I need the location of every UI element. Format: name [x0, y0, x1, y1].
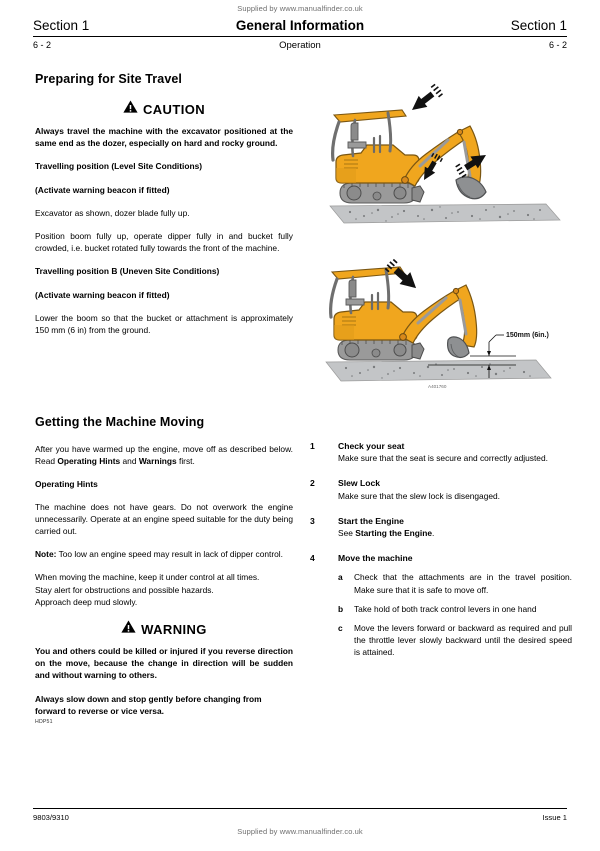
header-page-number-left: 6 - 2: [33, 40, 52, 50]
step-number: 3: [310, 515, 315, 526]
warning-banner: [35, 620, 293, 638]
motion-arrow-boom-up: [408, 83, 444, 116]
paragraph-operating-hints: The machine does not have gears. Do not overwork the engine unnecessarily. Operate at an engine speed suitable for the duty being carried out.: [35, 501, 293, 537]
substep-letter: a: [338, 572, 343, 583]
list-item: [310, 515, 572, 539]
step-text: [338, 527, 572, 539]
track-assembly-level: [340, 183, 424, 203]
step-text: Make sure that the seat is secure and correctly adjusted.: [338, 453, 548, 464]
step-number: 4: [310, 553, 315, 564]
heading-getting-the-machine-moving: Getting the Machine Moving: [35, 415, 205, 429]
paragraph-control-lines: [35, 571, 293, 608]
control-line-1: When moving the machine, keep it under control at all times.: [35, 572, 260, 583]
heading-preparing-for-site-travel: Preparing for Site Travel: [35, 72, 182, 86]
header-section-left: Section 1: [33, 18, 90, 33]
step-text: Make sure that the slew lock is disengaged.: [338, 490, 501, 501]
paragraph-lower-the-boom: Lower the boom so that the bucket or attachment is approximately 150 mm (6 in) from the ground.: [35, 312, 293, 336]
left-column-upper: [35, 72, 293, 347]
caution-label: CAUTION: [142, 101, 206, 117]
control-line-2: Stay alert for obstructions and possible hazards.: [35, 584, 214, 595]
heading-operating-hints: Operating Hints: [35, 479, 98, 490]
substep-letter: c: [338, 623, 343, 634]
supplied-by-watermark-top: Supplied by www.manualfinder.co.uk: [237, 4, 363, 13]
heading-travelling-position-level-line1: Travelling position (Level Site Conditions): [35, 161, 203, 172]
step-heading: Check your seat: [338, 441, 405, 451]
footer-row: [33, 809, 567, 822]
paragraph-position-boom: Position boom fully up, operate dipper fully in and bucket fully crowded, i.e. bucket rotated fully towards the front of the machine.: [35, 231, 293, 254]
substep-letter: b: [338, 603, 344, 614]
document-code: HDP51: [35, 719, 53, 726]
step-heading: Slew Lock: [338, 478, 381, 489]
warning-triangle-icon: [123, 100, 138, 118]
step-heading: Start the Engine: [338, 515, 404, 526]
caution-text: Always travel the machine with the excavator positioned at the same end as the dozer, especially on hard and rocky ground.: [35, 126, 293, 149]
intro-part-3: first.: [176, 456, 195, 467]
header-subtitle: Operation: [279, 40, 321, 51]
paragraph-note-engine-speed: [35, 548, 293, 560]
figure-excavator-uneven-position: [308, 238, 580, 396]
note-text: Too low an engine speed may result in lack of dipper control.: [56, 549, 283, 560]
warning-label: WARNING: [141, 621, 207, 637]
paragraph-excavator-as-shown: Excavator as shown, dozer blade fully up.: [35, 207, 190, 218]
substep-text: Check that the attachments are in the travel position. Make sure that it is safe to move off.: [354, 572, 572, 595]
heading-travelling-position-b-line1: Travelling position B (Uneven Site Conditions): [35, 266, 220, 277]
warning-triangle-icon: [121, 620, 136, 638]
footer-issue: Issue 1: [542, 813, 567, 822]
step-heading: Move the machine: [338, 553, 413, 564]
intro-part-2: and: [120, 456, 139, 467]
caution-banner: [35, 100, 293, 118]
control-line-3: Approach deep mud slowly.: [35, 596, 138, 607]
list-item: [310, 477, 572, 501]
intro-bold-warnings: Warnings: [138, 456, 177, 467]
track-assembly-uneven: [338, 340, 424, 360]
step-number: 2: [310, 478, 315, 489]
heading-travelling-position-level-line2: (Activate warning beacon if fitted): [35, 184, 170, 195]
substep-text: Take hold of both track control levers in one hand: [354, 603, 537, 614]
footer-part-number: 9803/9310: [33, 813, 69, 822]
page-footer: [33, 808, 567, 822]
header-page-number-right: 6 - 2: [548, 40, 567, 50]
ground-strip-uneven: [326, 360, 551, 381]
step-text-suffix: .: [432, 528, 435, 539]
list-item: [310, 552, 572, 658]
left-column-lower: [35, 415, 293, 725]
figure-excavator-level-position: [308, 80, 580, 235]
step-text-prefix: See: [338, 528, 356, 539]
list-item: [338, 571, 572, 595]
step-text-emphasis: Starting the Engine: [355, 528, 433, 539]
page-header: [33, 18, 567, 51]
page-title: General Information: [235, 18, 365, 33]
ground-strip-level: [330, 204, 560, 223]
intro-bold-operating-hints: Operating Hints: [57, 456, 121, 467]
list-item: [310, 440, 572, 464]
supplied-by-watermark-bottom: Supplied by www.manualfinder.co.uk: [237, 827, 363, 836]
header-section-right: Section 1: [510, 18, 567, 33]
heading-travelling-position-b-line2: (Activate warning beacon if fitted): [35, 289, 170, 300]
header-primary-row: [33, 18, 567, 36]
list-item: [338, 622, 572, 659]
dimension-label-150mm: 150mm (6in.): [506, 332, 549, 339]
paragraph-intro-warmed-up: [35, 443, 293, 467]
header-secondary-row: [33, 37, 567, 51]
right-column-steps: [310, 440, 572, 672]
substep-text: Move the levers forward or backward as required and pull the throttle lever slowly backward until the desired speed is attained.: [354, 623, 572, 658]
warning-text-primary: You and others could be killed or injured if you reverse direction on the move, because the change in direction will be sudden and without warning to others.: [35, 646, 293, 681]
step-number: 1: [310, 441, 315, 451]
warning-text-secondary: Always slow down and stop gently before changing from forward to reverse or vice versa.: [35, 693, 262, 716]
list-item: [338, 603, 572, 615]
intro-part-1: After you have warmed up the engine, move off as described below. Read: [35, 444, 293, 467]
note-label: Note:: [35, 549, 57, 560]
figure-reference-code: A401760: [428, 384, 447, 389]
